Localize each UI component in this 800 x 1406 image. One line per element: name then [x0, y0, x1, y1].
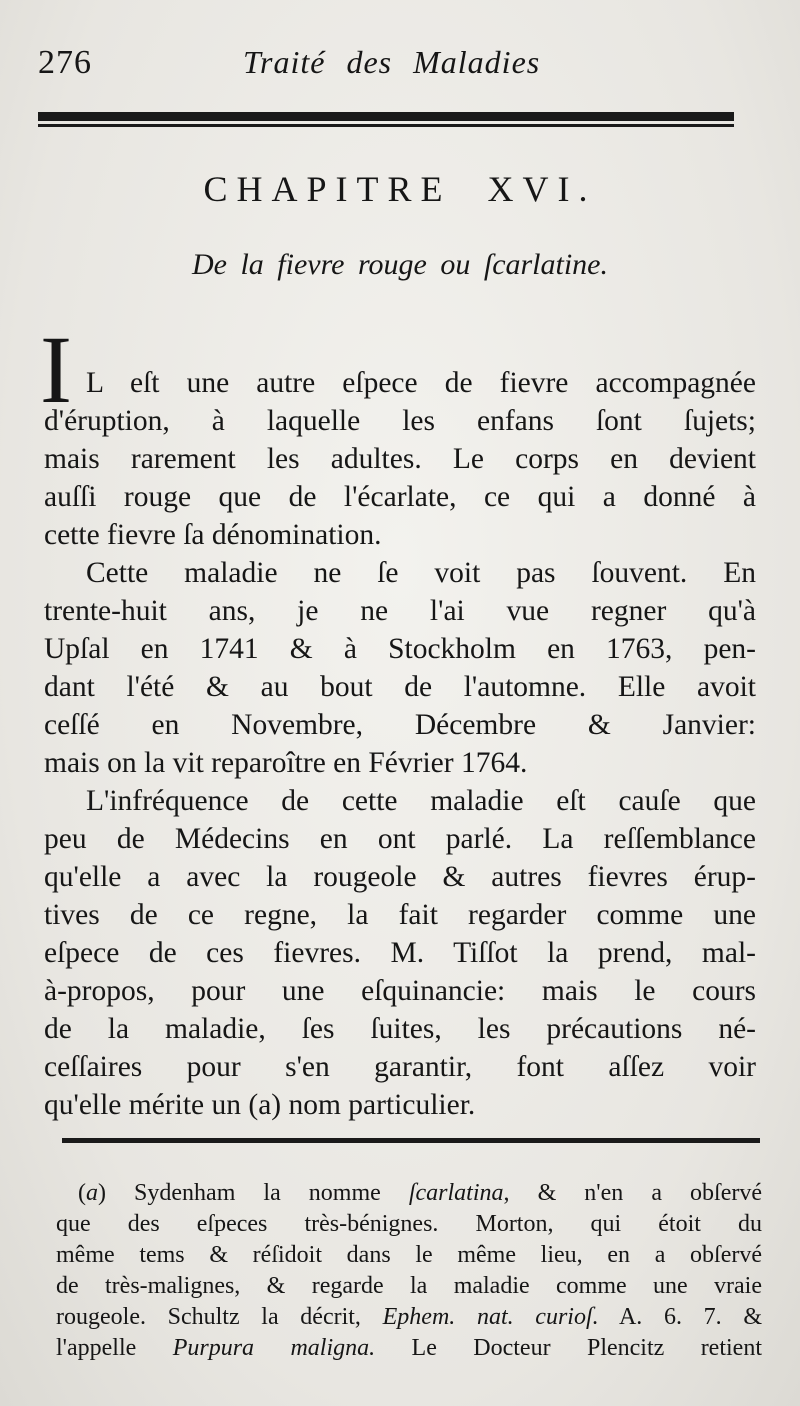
text-line: à-propos, pour une eſquinancie: mais le cours — [44, 975, 756, 1007]
text-line: de la maladie, ſes ſuites, les précautions né- — [44, 1013, 756, 1045]
paragraph-3 — [44, 782, 756, 1124]
text-line: L'infréquence de cette maladie eſt cauſe que — [86, 785, 756, 817]
header-rule-thick — [38, 112, 734, 121]
running-head — [38, 42, 758, 92]
footnote — [56, 1178, 762, 1364]
header-double-rule — [38, 112, 734, 128]
text-line: mais rarement les adultes. Le corps en devient — [44, 443, 756, 475]
chapter-subtitle: De la fievre rouge ou ſcarlatine. — [191, 248, 608, 281]
text-line: cette fievre ſa dénomination. — [44, 519, 382, 551]
text-line: auſſi rouge que de l'écarlate, ce qui a donné à — [44, 481, 756, 513]
text-line: Upſal en 1741 & à Stockholm en 1763, pen- — [44, 633, 756, 665]
text-line: tives de ce regne, la fait regarder comme une — [44, 899, 756, 931]
text-line: trente-huit ans, je ne l'ai vue regner qu'à — [44, 595, 756, 627]
header-rule-thin — [38, 124, 734, 127]
paragraph-1 — [44, 364, 756, 554]
footnote-line: rougeole. Schultz la décrit, Ephem. nat. curioſ. A. 6. 7. & — [56, 1304, 763, 1330]
drop-cap: I — [40, 316, 72, 423]
text-line: ceſſaires pour s'en garantir, font aſſez voir — [44, 1051, 756, 1083]
text-line: mais on la vit reparoître en Février 1764. — [44, 747, 528, 779]
text-line: peu de Médecins en ont parlé. La reſſemblance — [44, 823, 756, 855]
running-title: Traité des Maladies — [243, 44, 541, 80]
text-line: eſpece de ces fievres. M. Tiſſot la prend, mal- — [44, 937, 756, 969]
page-number: 276 — [38, 44, 92, 81]
footnote-line: même tems & réſidoit dans le même lieu, en a obſervé — [56, 1242, 762, 1268]
footnote-line: (a) Sydenham la nomme ſcarlatina, & n'en a obſervé — [78, 1180, 762, 1206]
chapter-title: CHAPITRE XVI. — [203, 169, 597, 209]
paragraph-2 — [44, 554, 756, 782]
text-line: Cette maladie ne ſe voit pas ſouvent. En — [86, 557, 756, 589]
footnote-line: que des eſpeces très-bénignes. Morton, qui étoit du — [56, 1211, 762, 1237]
text-line: ceſſé en Novembre, Décembre & Janvier: — [44, 709, 756, 741]
text-line: qu'elle mérite un (a) nom particulier. — [44, 1089, 476, 1121]
text-line: dant l'été & au bout de l'automne. Elle avoit — [44, 671, 756, 703]
footnote-line: de très-malignes, & regarde la maladie comme une vraie — [56, 1273, 762, 1299]
text-line: d'éruption, à laquelle les enfans ſont ſujets; — [44, 405, 756, 437]
footnote-separator-rule — [62, 1138, 760, 1143]
footnote-line: l'appelle Purpura maligna. Le Docteur Plencitz retient — [56, 1335, 762, 1361]
text-line: L eſt une autre eſpece de fievre accompagnée — [86, 367, 756, 399]
text-line: qu'elle a avec la rougeole & autres fievres érup- — [44, 861, 756, 893]
